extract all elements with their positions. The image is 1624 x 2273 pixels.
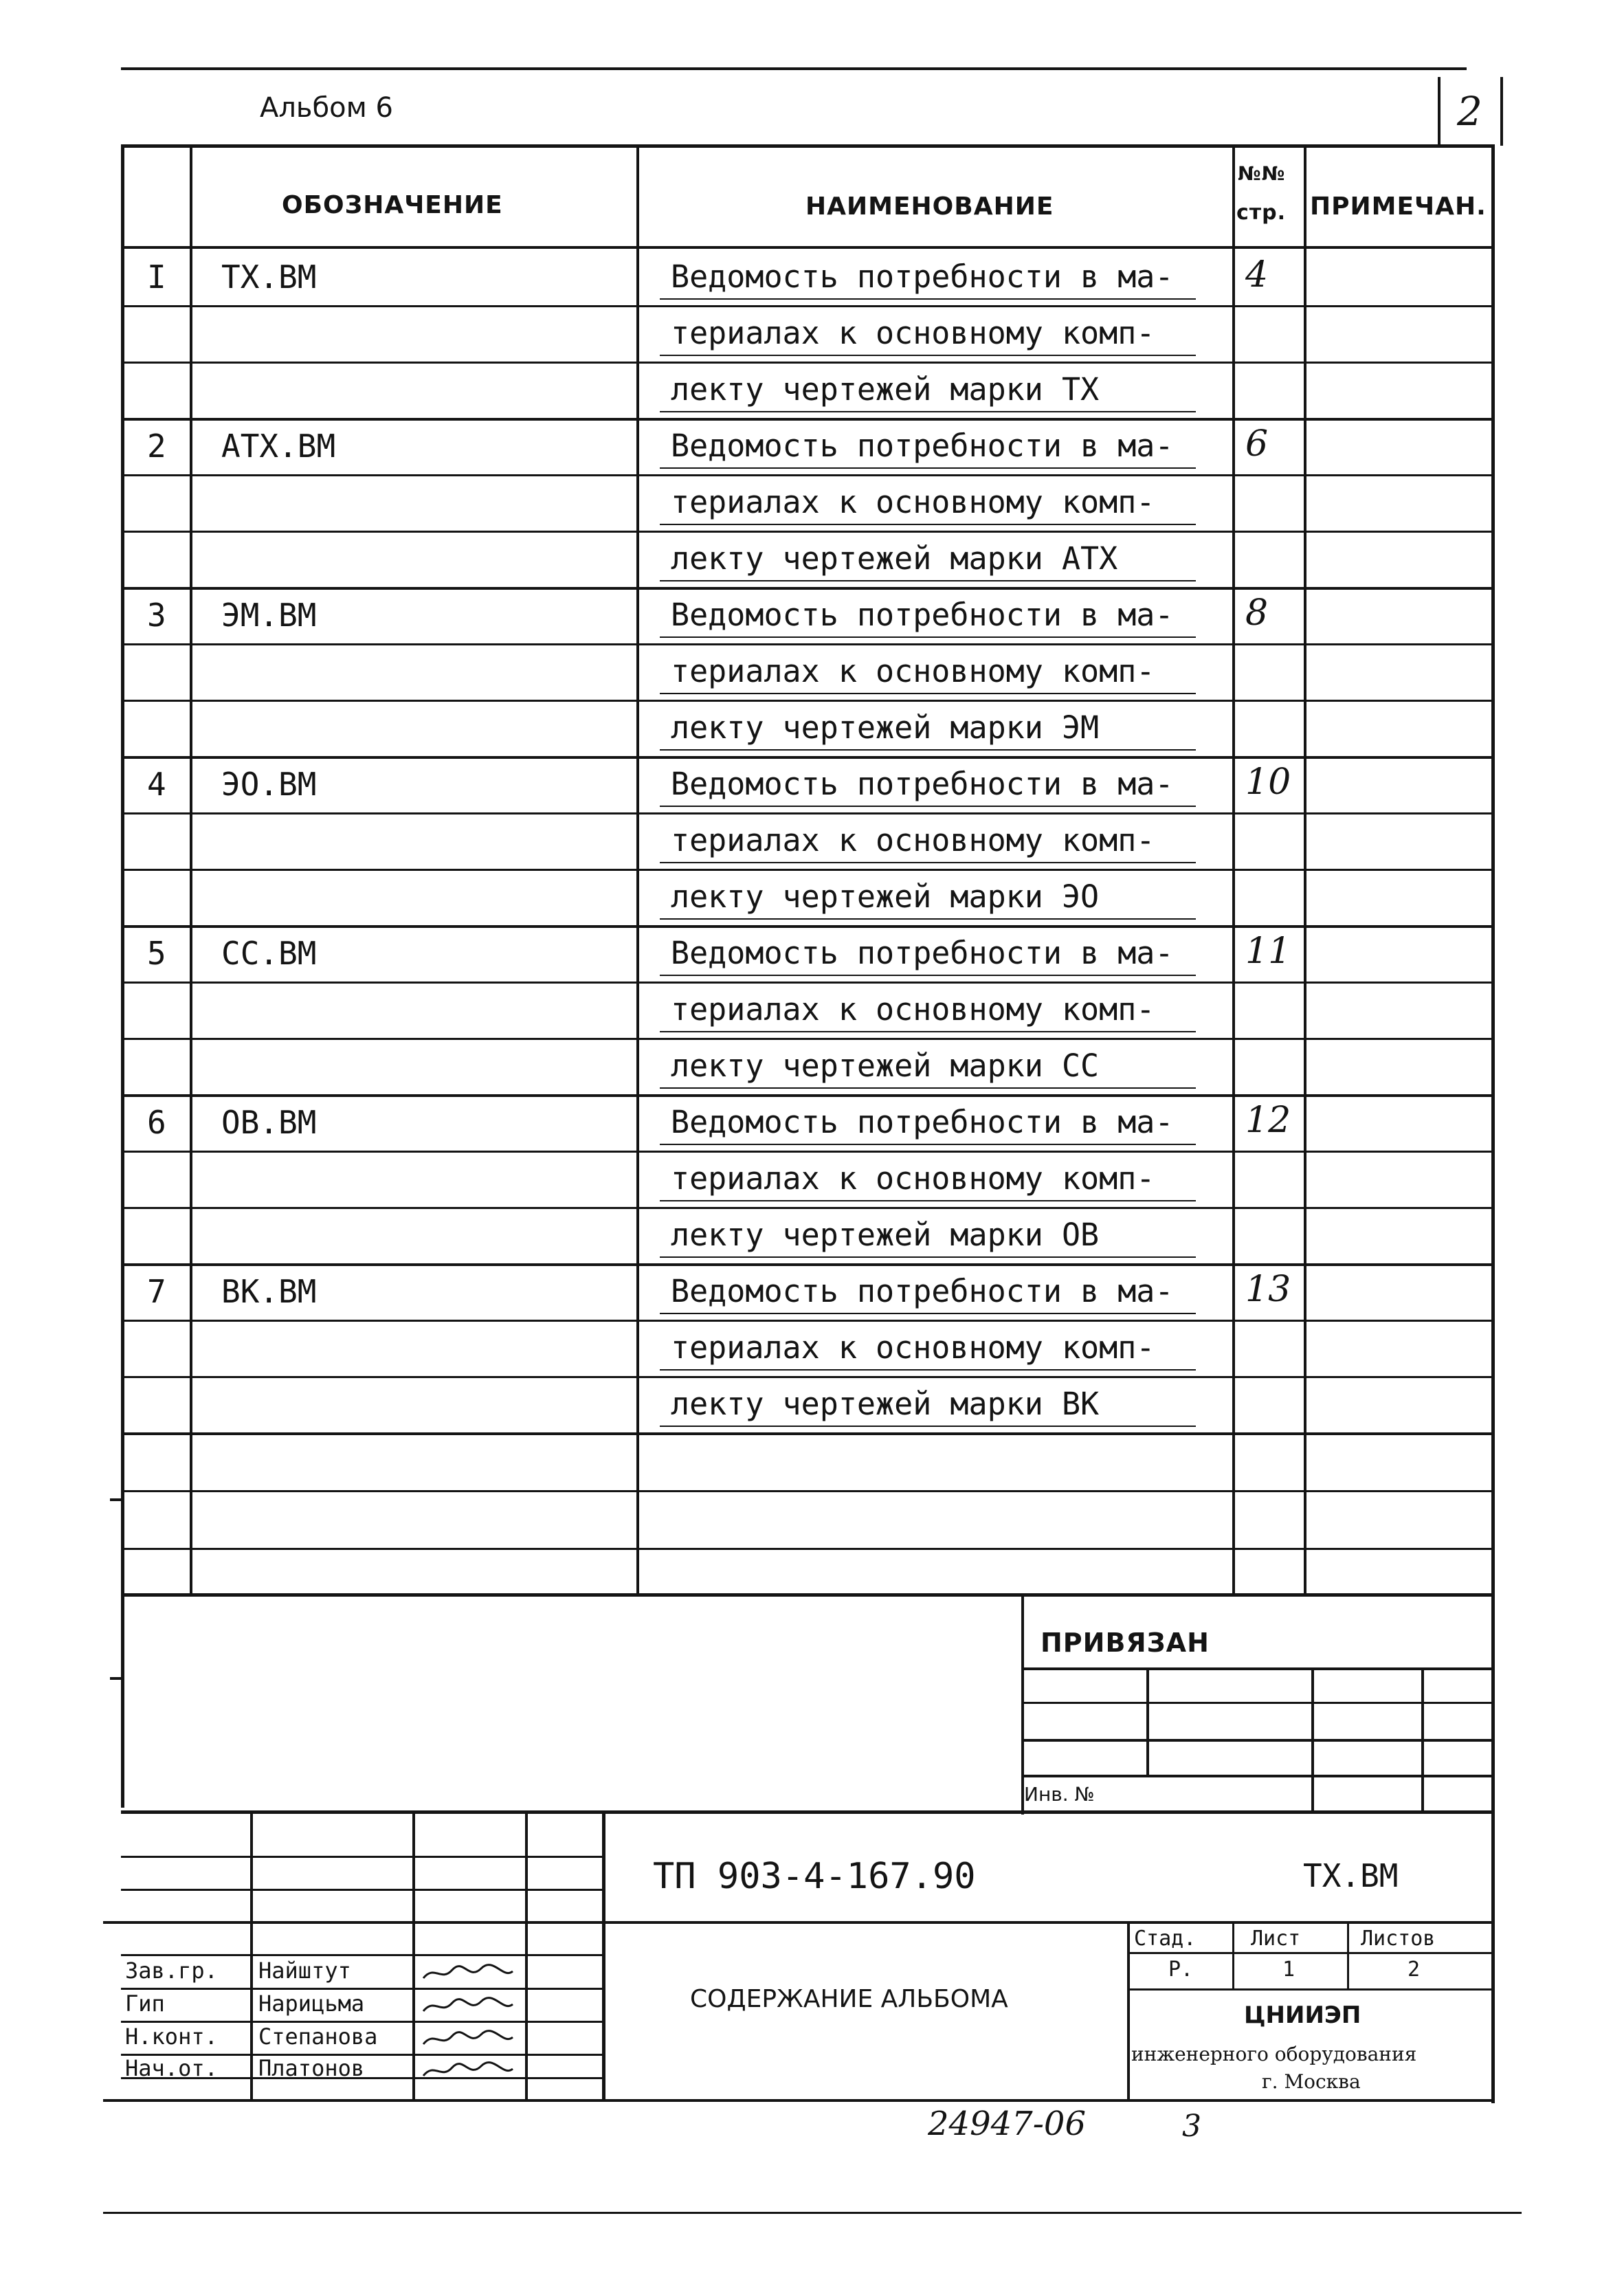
column-header-name: НАИМЕНОВАНИЕ [805, 192, 1054, 221]
document-title: СОДЕРЖАНИЕ АЛЬБОМА [690, 1985, 1008, 2013]
row-name-line: териалах к основному комп- [671, 1329, 1155, 1366]
row-designation: АТХ.ВМ [221, 428, 336, 465]
row-name-line: лекту чертежей марки АТХ [671, 540, 1118, 577]
stage-value: Р. [1168, 1958, 1194, 1982]
stage-label: Стад. [1134, 1927, 1197, 1951]
row-name-line: териалах к основному комп- [671, 653, 1155, 689]
sheet-number: 2 [1457, 88, 1482, 135]
row-page: 4 [1245, 254, 1269, 296]
row-designation: ТХ.ВМ [221, 258, 317, 296]
handwritten-signature [421, 1995, 517, 2021]
signature-name: Степанова [258, 2023, 378, 2050]
row-name-line: териалах к основному комп- [671, 822, 1155, 858]
row-designation: ЭМ.ВМ [221, 597, 317, 634]
signature-name: Найштут [258, 1958, 351, 1984]
row-designation: СС.ВМ [221, 935, 317, 972]
signature-role: Зав.гр. [125, 1958, 218, 1984]
binding-title: ПРИВЯЗАН [1041, 1628, 1210, 1658]
row-name-line: лекту чертежей марки ЭО [671, 878, 1100, 915]
column-header-note: ПРИМЕЧАН. [1310, 192, 1487, 221]
row-page: 8 [1245, 592, 1269, 634]
row-name-line: лекту чертежей марки ОВ [671, 1217, 1100, 1253]
organization-city: г. Москва [1262, 2070, 1361, 2093]
row-number: 5 [147, 935, 166, 972]
row-name-line: териалах к основному комп- [671, 315, 1155, 351]
row-name-line: лекту чертежей марки ВК [671, 1386, 1100, 1422]
signature-name: Платонов [258, 2055, 365, 2081]
sheet-value: 1 [1282, 1958, 1295, 1982]
sheets-value: 2 [1408, 1958, 1421, 1982]
row-number: 7 [147, 1273, 166, 1310]
row-name-line: Ведомость потребности в ма- [671, 258, 1174, 295]
row-number: 4 [147, 766, 166, 803]
album-label: Альбом 6 [260, 92, 393, 124]
row-designation: ВК.ВМ [221, 1273, 317, 1310]
project-code: ТП 903-4-167.90 [653, 1856, 976, 1897]
row-name-line: Ведомость потребности в ма- [671, 935, 1174, 971]
signature-role: Н.конт. [125, 2023, 218, 2050]
handwritten-signature [421, 1962, 517, 1988]
row-name-line: териалах к основному комп- [671, 484, 1155, 520]
row-number: I [147, 258, 166, 296]
row-number: 2 [147, 428, 166, 465]
row-name-line: лекту чертежей марки ТХ [671, 371, 1100, 408]
copy-number: 3 [1182, 2109, 1201, 2144]
row-number: 6 [147, 1104, 166, 1141]
row-name-line: Ведомость потребности в ма- [671, 597, 1174, 633]
row-name-line: териалах к основному комп- [671, 1160, 1155, 1197]
signature-role: Гип [125, 1991, 165, 2017]
row-number: 3 [147, 597, 166, 634]
signature-name: Нарицьма [258, 1991, 365, 2017]
handwritten-signature [421, 2059, 517, 2085]
row-designation: ОВ.ВМ [221, 1104, 317, 1141]
column-header-page-top: №№ [1238, 162, 1286, 185]
sheets-label: Листов [1361, 1927, 1436, 1951]
row-page: 13 [1245, 1269, 1291, 1310]
column-header-page-bottom: стр. [1236, 201, 1287, 225]
archive-number: 24947-06 [928, 2105, 1086, 2143]
row-page: 11 [1245, 931, 1291, 972]
row-name-line: Ведомость потребности в ма- [671, 1273, 1174, 1309]
row-page: 10 [1245, 762, 1291, 803]
drawing-mark: ТХ.ВМ [1303, 1857, 1399, 1894]
row-page: 12 [1245, 1100, 1291, 1141]
row-page: 6 [1245, 423, 1269, 465]
organization-subtitle: инженерного оборудования [1131, 2043, 1417, 2065]
row-name-line: Ведомость потребности в ма- [671, 1104, 1174, 1140]
row-name-line: Ведомость потребности в ма- [671, 428, 1174, 464]
sheet-label: Лист [1251, 1927, 1301, 1951]
row-name-line: лекту чертежей марки СС [671, 1047, 1100, 1084]
row-name-line: лекту чертежей марки ЭМ [671, 709, 1100, 746]
signature-role: Нач.от. [125, 2055, 218, 2081]
column-header-designation: ОБОЗНАЧЕНИЕ [282, 191, 503, 219]
row-name-line: териалах к основному комп- [671, 991, 1155, 1028]
row-name-line: Ведомость потребности в ма- [671, 766, 1174, 802]
organization-name: ЦНИИЭП [1244, 2002, 1361, 2029]
row-designation: ЭО.ВМ [221, 766, 317, 803]
inv-label: Инв. № [1024, 1783, 1095, 1806]
handwritten-signature [421, 2028, 517, 2054]
